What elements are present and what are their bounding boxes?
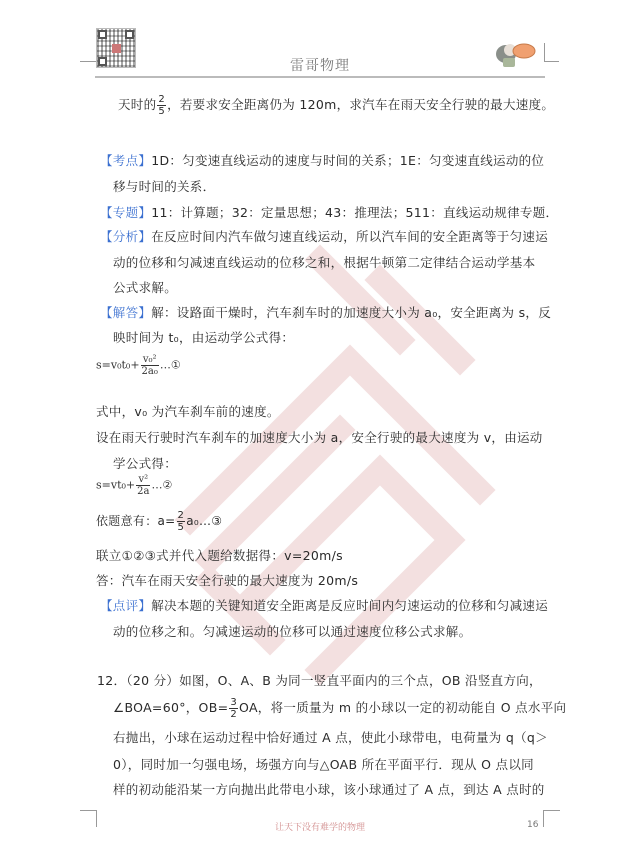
footer-corner-right (543, 810, 560, 827)
jieda-tag: 【解答】 (100, 305, 152, 320)
zhuanti-line: 【专题】11：计算题；32：定量思想；43：推理法；511：直线运动规律专题． (100, 205, 559, 220)
kaodian-tag: 【考点】 (100, 153, 152, 168)
header-divider (95, 76, 545, 78)
dianping-tag: 【点评】 (100, 598, 152, 613)
zhuanti-tag: 【专题】 (100, 205, 152, 220)
kaodian-line-2: 移与时间的关系． (113, 179, 216, 194)
page-number: 16 (527, 820, 539, 830)
question-12-line-3: 右抛出，小球在运动过程中恰好通过 A 点，使此小球带电，电荷量为 q（q＞ (113, 730, 548, 745)
fenxi-line-2: 动的位移和匀减速直线运动的位移之和，根据牛顿第二定律结合运动学基本 (113, 255, 536, 270)
header-corner-mark (544, 43, 559, 62)
formula-2: s=vt₀+ $\frac{\text{v²}}{2a}$ …② (96, 474, 173, 497)
header-title: 雷哥物理 (290, 58, 350, 74)
question-12-line-2: ∠BOA=60°，OB= $\frac{3}{2}$ OA，将一质量为 m 的小球以一定的初动能自 O 点水平向 (113, 697, 567, 720)
question-12-line-4: 0），同时加一匀强电场，场强方向与△OAB 所在平面平行．现从 O 点以同 (113, 757, 534, 772)
fraction: $\frac{2}{5}$ (158, 94, 166, 117)
question-12-line-1: 12．（20 分）如图，O、A、B 为同一竖直平面内的三个点，OB 沿竖直方向， (97, 673, 542, 688)
jieda-line-5: 学公式得： (113, 456, 178, 471)
formula-3: 依题意有：a= $\frac{2}{5}$ a₀…③ (96, 510, 223, 533)
jieda-line-6: 联立①②③式并代入题给数据得：v=20m/s (96, 548, 343, 563)
fenxi-line-1: 【分析】在反应时间内汽车做匀速直线运动，所以汽车间的安全距离等于匀速运 (100, 229, 549, 244)
formula-1: s=v₀t₀+ $\frac{\text{v₀²}}{\text{2a₀}}$ …① (96, 354, 181, 377)
dianping-line-2: 动的位移之和。匀减速运动的位移可以通过速度位移公式求解。 (113, 624, 472, 639)
question-12-line-5: 样的初动能沿某一方向抛出此带电小球，该小球通过了 A 点，到达 A 点时的 (113, 782, 545, 797)
mascot-icon (494, 38, 536, 68)
intro-line: 天时的 $\frac{2}{5}$ ，若要求安全距离仍为 120m，求汽车在雨天安全行驶的最大速度。 (118, 94, 555, 117)
footer-slogan: 让天下没有难学的物理 (274, 823, 365, 833)
dianping-line-1: 【点评】解决本题的关键知道安全距离是反应时间内匀速运动的位移和匀减速运 (100, 598, 549, 613)
kaodian-line-1: 【考点】1D：匀变速直线运动的速度与时间的关系；1E：匀变速直线运动的位 (100, 153, 545, 168)
jieda-line-3: 式中，v₀ 为汽车刹车前的速度。 (96, 404, 280, 419)
jieda-line-7: 答：汽车在雨天安全行驶的最大速度为 20m/s (96, 573, 359, 588)
fenxi-line-3: 公式求解。 (113, 280, 178, 295)
jieda-line-2: 映时间为 t₀，由运动学公式得： (113, 330, 295, 345)
fenxi-tag: 【分析】 (100, 229, 152, 244)
jieda-line-4: 设在雨天行驶时汽车刹车的加速度大小为 a，安全行驶的最大速度为 v，由运动 (96, 430, 543, 445)
jieda-line-1: 【解答】解：设路面干燥时，汽车刹车时的加速度大小为 a₀，安全距离为 s，反 (100, 305, 552, 320)
